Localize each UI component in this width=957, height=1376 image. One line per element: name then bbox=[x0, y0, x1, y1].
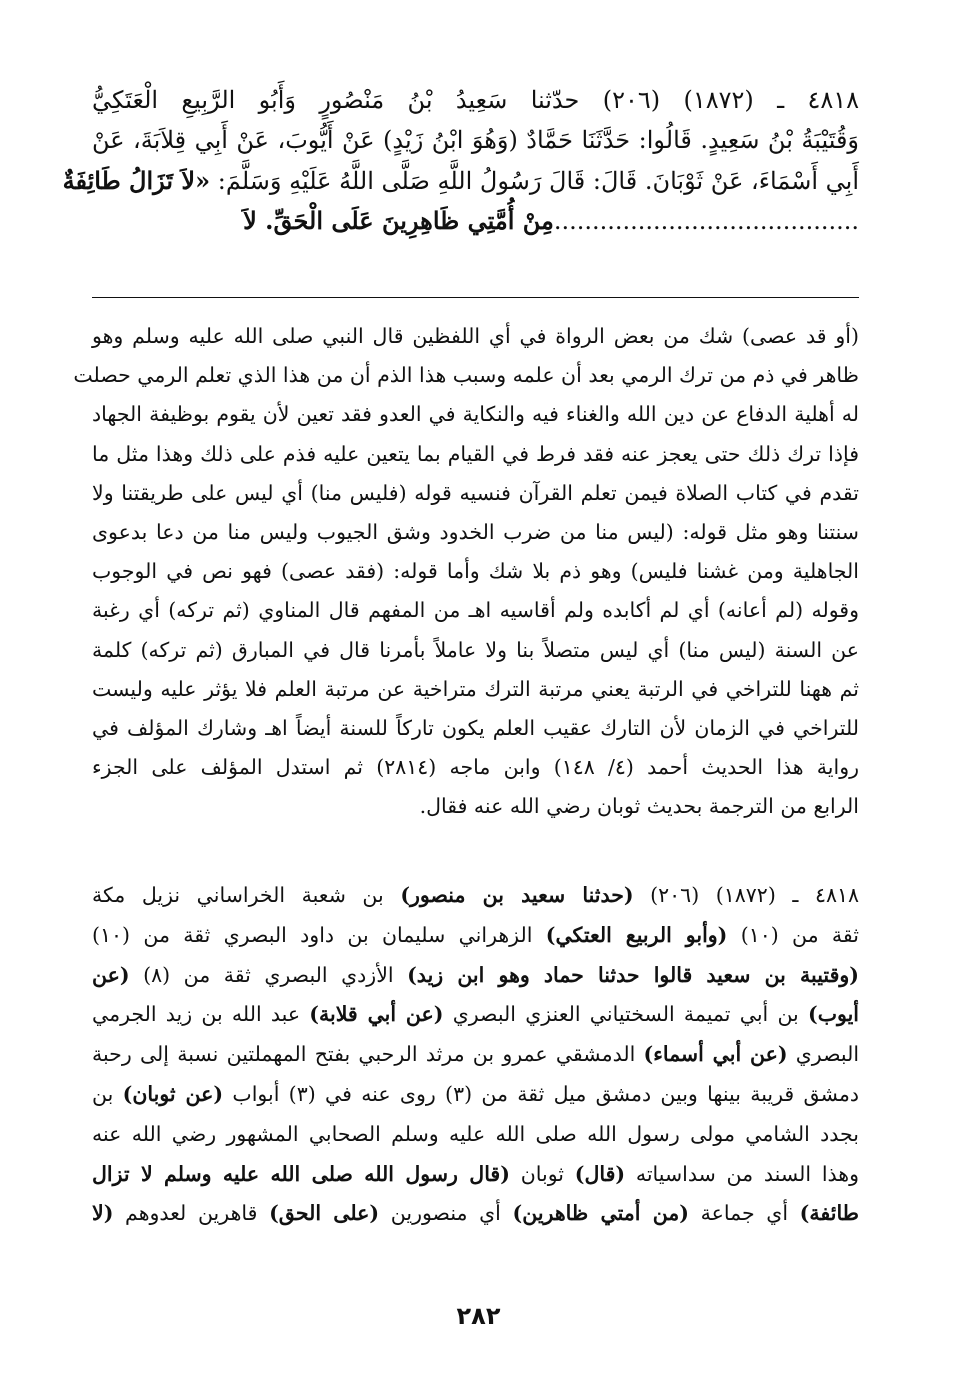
text-line bbox=[92, 1075, 859, 1113]
bold-span: (من أمتي ظاهرين) bbox=[512, 1201, 689, 1226]
text-line bbox=[92, 631, 859, 669]
text-span: دمشق قريبة بينها وبين دمشق ميل ثقة من (٣) روى عنه في (٣) أبواب bbox=[223, 1082, 859, 1106]
text-line bbox=[92, 591, 859, 629]
bold-span: (عن ثوبان) bbox=[122, 1082, 224, 1106]
text-span: أَبِي أَسْمَاءَ، عَنْ ثَوْبَانَ. قَالَ: قَالَ رَسُولُ اللَّهِ صَلَّى اللَّهُ عَلَيْهِ وَسَلَّمَ: bbox=[210, 166, 859, 195]
text-line bbox=[92, 552, 859, 590]
text-span: أي منصورين bbox=[379, 1201, 513, 1226]
footnote-divider bbox=[92, 297, 859, 298]
text-span: وهذا السند من سداسياته bbox=[625, 1161, 860, 1186]
bold-span: (عن أبي قلابة) bbox=[309, 1002, 444, 1027]
text-line bbox=[92, 317, 859, 355]
text-line bbox=[92, 201, 859, 241]
text-span: سنتنا وهو مثل قوله: (ليس منا من ضرب الخدود وشق الجيوب وليس منا من دعا بدعوى bbox=[92, 520, 859, 544]
text-span: (أو قد عصى) شك من بعض الرواة في أي اللفظين قال النبي صلى الله عليه وسلم وهو bbox=[92, 324, 859, 348]
bold-span: (عن أبي أسماء) bbox=[643, 1042, 788, 1067]
page-number: ٢٨٢ bbox=[456, 1302, 501, 1330]
text-line bbox=[92, 1194, 859, 1232]
bold-span: (عن bbox=[92, 962, 130, 987]
text-line bbox=[92, 670, 859, 708]
bold-span: (قال رسول الله صلى الله عليه وسلم لا تزال bbox=[92, 1161, 510, 1186]
bold-span: (لا bbox=[92, 1201, 114, 1226]
text-line bbox=[92, 787, 859, 825]
text-span: فإذا ترك ذلك حتى يعجز عنه فقد فرط في القيام بما يتعين عليه فذم على ذلك وهذا مثل ما bbox=[92, 441, 859, 466]
text-line bbox=[62, 161, 859, 201]
text-span: البصري bbox=[787, 1042, 860, 1067]
text-span: أي جماعة bbox=[689, 1201, 800, 1226]
text-line bbox=[92, 709, 859, 747]
text-line bbox=[92, 435, 859, 473]
text-span: ثقة من (١٠) bbox=[727, 922, 860, 947]
text-span: بن bbox=[92, 1082, 123, 1106]
text-span: الرابع من الترجمة بحديث ثوبان رضي الله عنه فقال. bbox=[419, 794, 859, 819]
bold-span: (حدثنا سعيد بن منصور) bbox=[400, 883, 634, 907]
text-line bbox=[92, 120, 859, 160]
text-span: تقدم في كتاب الصلاة فيمن تعلم القرآن فنسيه قوله (فليس منا) أي ليس على طريقتنا ولا bbox=[92, 480, 859, 505]
text-span: بن شعبة الخراساني نزيل مكة bbox=[92, 883, 401, 907]
text-span: قاهرين لعدوهم bbox=[113, 1201, 270, 1226]
text-line bbox=[92, 876, 859, 914]
text-line bbox=[92, 513, 859, 551]
text-span: بن أبي تميمة السختياني العنزي البصري bbox=[443, 1002, 808, 1027]
text-line bbox=[92, 1155, 859, 1193]
text-line bbox=[92, 80, 859, 120]
text-line bbox=[92, 395, 859, 433]
text-span: ٤٨١٨ ـ (١٨٧٢) (٢٠٦) حدّثنا سَعِيدُ بْنُ مَنْصُورٍ وَأَبُو الرَّبِيعِ الْعَتَكِيُّ bbox=[92, 86, 860, 114]
text-span: الدمشقي عمرو بن مرثد الرحبي بفتح المهملتين نسبة إلى رحبة bbox=[92, 1042, 644, 1067]
text-span: ٤٨١٨ ـ (١٨٧٢) (٢٠٦) bbox=[633, 883, 859, 907]
text-span: رواية هذا الحديث أحمد (٤/ ١٤٨) وابن ماجه (٢٨١٤) ثم استدل المؤلف على الجزء bbox=[92, 755, 859, 780]
bold-span: (وقتيبة بن سعيد قالوا حدثنا حماد وهو ابن زيد) bbox=[407, 962, 859, 987]
bold-span: أيوب) bbox=[808, 1002, 859, 1027]
text-line bbox=[92, 474, 859, 512]
text-span: ظاهر في ذم من ترك الرمي بعد أن علمه وسبب هذا الذم أن من هذا الذي تعلم الرمي حصلت bbox=[73, 363, 859, 388]
text-line bbox=[92, 1035, 859, 1073]
bold-span: (على الحق) bbox=[269, 1201, 380, 1226]
bold-span: (قال) bbox=[574, 1161, 626, 1186]
bold-span: طائفة) bbox=[799, 1201, 859, 1226]
text-line bbox=[92, 1115, 859, 1153]
text-line bbox=[92, 995, 859, 1033]
text-span: وقوله (لم أعانه) أي لم أكابده ولم أقاسيه اهـ من المفهم قال المناوي (ثم تركه) أي رغبة bbox=[92, 598, 859, 623]
text-span: الجاهلية ومن غشنا فليس) وهو ذم بلا شك وأما قوله: (فقد عصى) فهو نص في الوجوب bbox=[92, 559, 859, 584]
text-span: عن السنة (ليس منا) أي ليس متصلاً بنا ولا عاملاً بأمرنا قال في المبارق (ثم تركه) كلمة bbox=[92, 637, 859, 662]
text-span: الأزدي البصري ثقة من (٨) bbox=[129, 962, 408, 987]
text-line bbox=[73, 356, 859, 394]
text-span: ثم ههنا للتراخي في الرتبة يعني مرتبة الترك متراخية عن مرتبة العلم فلا يؤثر عليه وليست bbox=[92, 676, 859, 701]
text-span: له أهلية الدفاع عن دين الله والغناء فيه والنكاية في العدو فقد تعين لأن يقوم بوظيفة الجهاد bbox=[92, 402, 859, 427]
text-line bbox=[92, 956, 859, 994]
text-span: ........................................ bbox=[553, 206, 859, 235]
text-span: بجدد الشامي مولى رسول الله صلى الله عليه وسلم الصحابي المشهور رضي الله عنه bbox=[92, 1121, 859, 1146]
bold-span: «لاَ تَزَالُ طَائِفَةٌ bbox=[62, 165, 211, 195]
text-span: وَقُتَيْبَةُ بْنُ سَعِيدٍ. قَالُوا: حَدَّثَنَا حَمَّادٌ (وَهُوَ ابْنُ زَيْدٍ) عَنْ أَيُّوبَ، عَنْ أَبِي قِلاَبَةَ، عَنْ bbox=[92, 126, 859, 155]
text-line bbox=[92, 916, 859, 954]
text-span: الزهراني سليمان بن داود البصري ثقة من (١٠) bbox=[92, 922, 546, 947]
bold-span: مِنْ أُمَّتِي ظَاهِرِينَ عَلَى الْحَقِّ. لاَ bbox=[243, 205, 554, 235]
text-span: عبد الله بن زيد الجرمي bbox=[92, 1002, 310, 1027]
text-span: للتراخي في الزمان لأن التارك عقيب العلم يكون تاركاً للسنة أيضاً اهـ وشارك المؤلف في bbox=[92, 716, 859, 740]
text-span: ثوبان bbox=[509, 1161, 575, 1186]
text-line bbox=[92, 748, 859, 786]
bold-span: (وأبو الربيع العتكي) bbox=[545, 922, 728, 947]
